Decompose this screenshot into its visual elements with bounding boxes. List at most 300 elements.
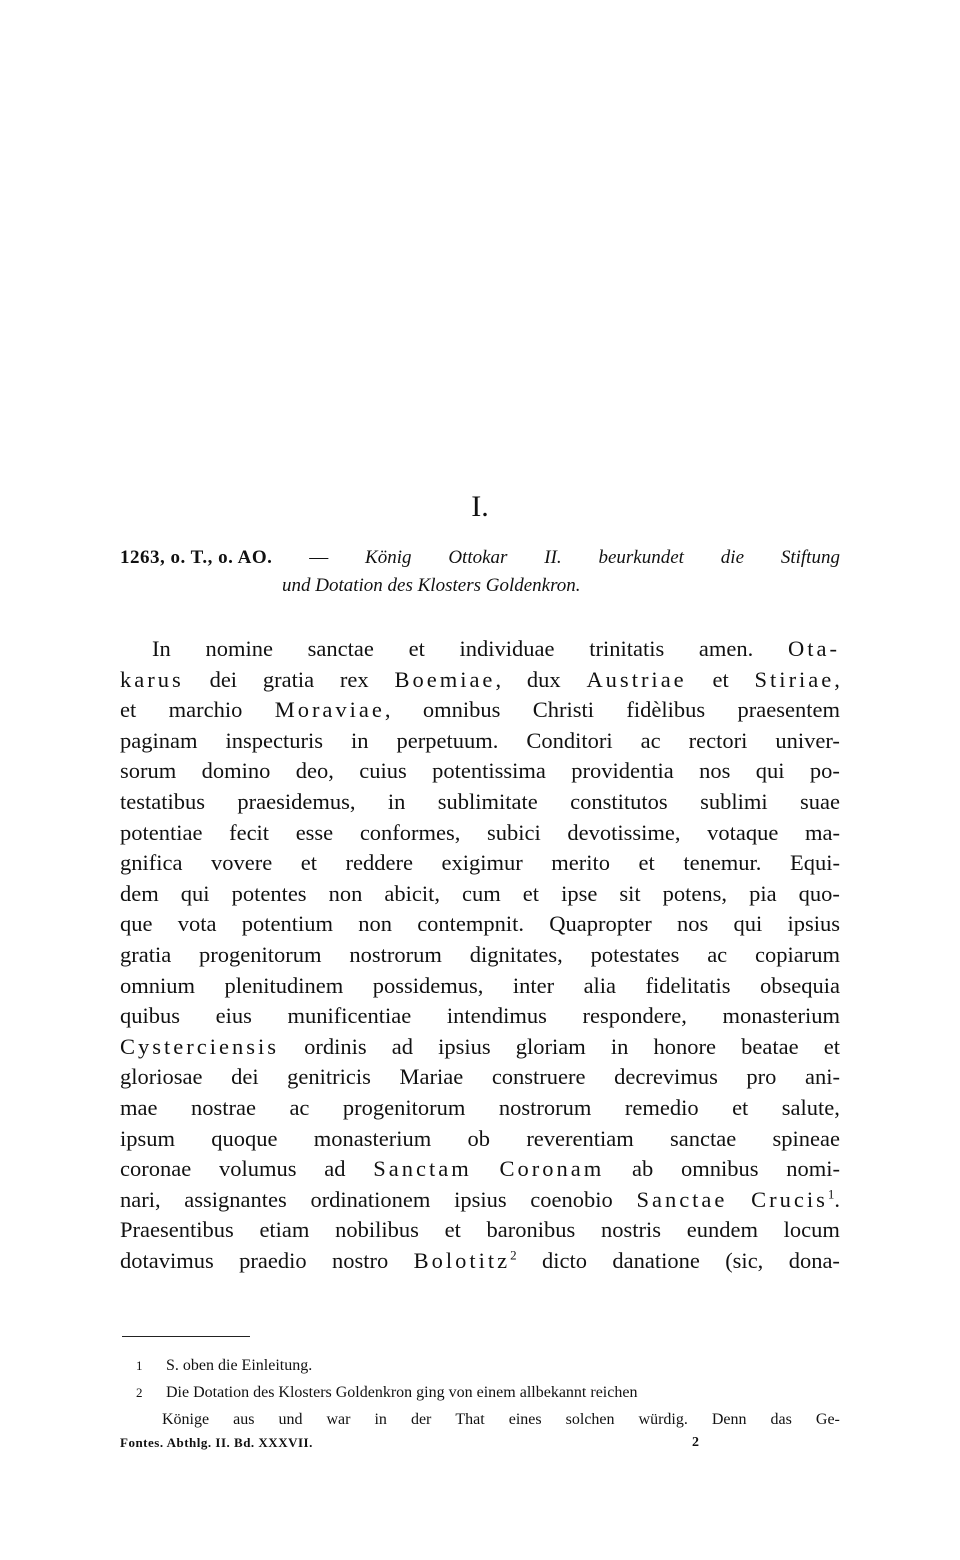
word: Denn — [711, 1411, 747, 1428]
word — [571, 756, 673, 787]
word — [392, 1032, 413, 1063]
word-part: Stiriae — [754, 666, 835, 692]
word: aus — [233, 1411, 255, 1428]
word — [120, 1093, 157, 1124]
word — [523, 879, 539, 910]
word-part: conformes, — [359, 819, 461, 845]
word — [332, 1246, 388, 1277]
word — [259, 1215, 309, 1246]
word — [542, 1246, 587, 1277]
word-part: omnium — [120, 972, 196, 998]
word: war — [326, 1411, 351, 1428]
word-part: copiarum — [755, 941, 840, 967]
text-line — [120, 665, 840, 696]
text-line — [120, 1154, 840, 1185]
word-part: pro — [746, 1064, 777, 1090]
word — [120, 1001, 180, 1032]
word-part: Conditori — [526, 727, 613, 753]
word-part: dotavimus — [120, 1247, 214, 1273]
word — [120, 1124, 175, 1155]
word-part: sorum — [120, 758, 177, 784]
charter-text — [120, 634, 840, 1276]
word-part: reverentiam — [526, 1125, 634, 1151]
word — [639, 848, 655, 879]
word — [755, 665, 840, 696]
word-part: fecit — [229, 819, 270, 845]
word-part: ad — [391, 1033, 413, 1059]
word-part: potens, — [662, 880, 728, 906]
word-part: inter — [512, 972, 555, 998]
word-part: obsequia — [760, 972, 840, 998]
word-part: testatibus — [120, 788, 205, 814]
word — [237, 787, 355, 818]
word-part: karus — [120, 666, 184, 692]
heading-line-1 — [120, 544, 840, 572]
word — [120, 1032, 279, 1063]
word-part: ob — [467, 1125, 491, 1151]
word — [351, 726, 369, 757]
document-number: I. — [471, 490, 489, 523]
word — [199, 940, 321, 971]
word-part: intendimus — [446, 1003, 547, 1029]
word — [487, 1215, 576, 1246]
word — [800, 787, 840, 818]
word-part: respondere, — [582, 1003, 687, 1029]
word-part: po- — [809, 758, 840, 784]
footnote-reference: 2 — [510, 1247, 517, 1263]
word-part: sublimi — [700, 788, 768, 814]
word-part: ac — [640, 727, 661, 753]
word-part: tenemur. — [683, 850, 762, 876]
word-part: Equi- — [789, 850, 840, 876]
word — [205, 634, 273, 665]
word — [120, 879, 159, 910]
word: That — [455, 1411, 485, 1428]
word — [751, 1185, 840, 1216]
text-line — [120, 1093, 840, 1124]
word — [120, 1185, 161, 1216]
word-part: et — [300, 850, 317, 876]
word — [810, 756, 840, 787]
word — [335, 1215, 419, 1246]
word-part: volumus — [218, 1156, 297, 1182]
word-part: cuius — [359, 758, 407, 784]
word — [805, 1062, 840, 1093]
word-part: subici — [487, 819, 541, 845]
word: eines — [508, 1411, 542, 1428]
word-part: spineae — [772, 1125, 840, 1151]
word — [120, 848, 182, 879]
word-part: sanctae — [307, 636, 374, 661]
word-part: providentia — [571, 758, 674, 784]
text-line — [120, 909, 840, 940]
word — [120, 1246, 214, 1277]
word — [263, 665, 314, 696]
word-part: et — [638, 850, 655, 876]
word-part: Christi — [532, 697, 595, 723]
word-part: individuae — [459, 636, 555, 661]
word-part: munificentiae — [287, 1003, 412, 1029]
word — [619, 879, 640, 910]
word-part: perpetuum. — [396, 727, 499, 753]
word — [219, 1154, 297, 1185]
word — [789, 1246, 840, 1277]
word-part: monasterium — [313, 1125, 432, 1151]
word — [526, 726, 612, 757]
word-part: amen. — [698, 636, 754, 661]
word — [343, 1093, 465, 1124]
word — [699, 756, 730, 787]
word-part: et — [732, 1094, 749, 1120]
word-part: potentiae — [120, 819, 203, 845]
footnote-marker: 1 — [136, 1358, 143, 1373]
word-part: nos — [676, 911, 709, 937]
word-part: ipsius — [787, 911, 840, 937]
word — [755, 940, 840, 971]
word-part: nomine — [205, 636, 273, 661]
word — [707, 940, 727, 971]
word-part: ma- — [805, 819, 840, 845]
word — [677, 909, 708, 940]
word-part: Mariae — [399, 1064, 464, 1090]
word — [683, 848, 761, 879]
text-line — [120, 1246, 840, 1277]
word — [741, 1032, 798, 1063]
word-part: quibus — [120, 1003, 181, 1029]
word — [589, 634, 664, 665]
word-part: Ota- — [787, 636, 840, 661]
word-part: sanctae — [670, 1125, 737, 1151]
word — [314, 1124, 431, 1155]
word-part: Boemiae — [394, 666, 496, 692]
word-part: alia — [583, 972, 617, 998]
word — [181, 879, 210, 910]
word — [663, 879, 727, 910]
word — [454, 1185, 507, 1216]
word-part: nomi- — [786, 1156, 840, 1182]
word — [447, 1001, 547, 1032]
word — [289, 1093, 309, 1124]
word — [210, 665, 238, 696]
word-part: et — [823, 1033, 840, 1059]
word-part: ac — [289, 1094, 310, 1120]
word — [358, 909, 392, 940]
word-part: danatione — [612, 1247, 700, 1273]
word — [570, 787, 668, 818]
word — [211, 1124, 277, 1155]
footnote-reference: 1 — [827, 1186, 835, 1202]
word-part: univer- — [775, 727, 840, 753]
word-part: omnibus — [680, 1156, 759, 1182]
word-part: cum — [462, 880, 501, 906]
word — [470, 940, 563, 971]
word-part: suae — [799, 788, 840, 814]
word — [242, 909, 333, 940]
word — [799, 879, 840, 910]
text-line — [120, 1124, 840, 1155]
word — [700, 787, 768, 818]
word — [790, 848, 840, 879]
footnote-text: Die Dotation des Klosters Goldenkron ging von einem allbekannt reichen — [166, 1384, 638, 1401]
word — [586, 665, 686, 696]
word — [432, 756, 546, 787]
word-part: fidelitatis — [645, 972, 731, 998]
word: solchen — [565, 1411, 615, 1428]
word-part: locum — [783, 1217, 840, 1243]
word-part: fidèlibus — [626, 697, 706, 723]
word — [654, 1032, 716, 1063]
word-part: honore — [653, 1033, 716, 1059]
word-part: deo, — [295, 758, 334, 784]
word-part: ani- — [805, 1064, 840, 1090]
heading-date: 1263, o. T., o. AO. — [120, 547, 273, 568]
word-part: inspecturis — [225, 727, 323, 753]
word-part: dignitates, — [469, 941, 563, 967]
word — [636, 1185, 727, 1216]
signature-line: Fontes. Abthlg. II. Bd. XXXVII. — [120, 1435, 313, 1450]
word-part: nostrae — [190, 1094, 256, 1120]
footnote-2 — [120, 1379, 840, 1406]
word-part: ipse — [561, 880, 598, 906]
word-part: et — [120, 697, 137, 723]
word — [409, 634, 425, 665]
word — [373, 1154, 471, 1185]
word-part: et — [712, 666, 729, 692]
word — [445, 1215, 461, 1246]
word-part: eius — [215, 1003, 252, 1029]
word — [225, 971, 344, 1002]
text-line — [120, 1032, 840, 1063]
word-part: dicto — [541, 1247, 587, 1273]
word-part: potestates — [590, 941, 680, 967]
word — [152, 634, 171, 665]
word-part: , — [834, 666, 840, 692]
text-line — [120, 1185, 840, 1216]
word — [787, 909, 840, 940]
word-part: gratia — [120, 941, 172, 967]
word — [712, 665, 728, 696]
text-line — [120, 940, 840, 971]
word — [749, 879, 777, 910]
footnote-1 — [120, 1352, 840, 1379]
text-line — [120, 818, 840, 849]
word — [178, 909, 217, 940]
word-part: remedio — [624, 1094, 699, 1120]
word — [687, 1215, 758, 1246]
word-part: , — [384, 697, 391, 723]
word-part: nostrorum — [498, 1094, 592, 1120]
word — [601, 1215, 661, 1246]
word-part: ipsum — [120, 1125, 176, 1151]
word — [773, 1124, 840, 1155]
word — [417, 909, 524, 940]
word — [786, 1154, 840, 1185]
word — [487, 818, 541, 849]
word-part: possidemus, — [372, 972, 484, 998]
word — [296, 756, 334, 787]
word-part: progenitorum — [342, 1094, 466, 1120]
footnote-marker: 2 — [136, 1385, 143, 1400]
word-part: esse — [295, 819, 334, 845]
document-heading — [120, 544, 840, 600]
word-part: et — [444, 1217, 461, 1243]
word — [329, 879, 363, 910]
word — [738, 695, 840, 726]
word — [239, 1246, 306, 1277]
word — [775, 726, 840, 757]
word-part: ac — [707, 941, 728, 967]
word — [414, 1246, 517, 1277]
word-part: quoque — [211, 1125, 278, 1151]
word-part: Quapropter — [549, 911, 652, 937]
word — [360, 818, 461, 849]
text-line — [120, 726, 840, 757]
word-part: mae — [120, 1094, 158, 1120]
word — [394, 665, 501, 696]
word-part: que — [120, 911, 153, 937]
word-part: gloriam — [515, 1033, 586, 1059]
word-part: praesentem — [737, 697, 840, 723]
word — [296, 818, 334, 849]
word — [288, 1001, 412, 1032]
word: der — [410, 1411, 432, 1428]
word-part: dona- — [788, 1247, 840, 1273]
word-part: pia — [749, 880, 777, 906]
word-part: reddere — [345, 850, 413, 876]
word-part: genitricis — [287, 1064, 371, 1090]
text-line — [120, 756, 840, 787]
word-part: ipsius — [454, 1186, 507, 1212]
word — [120, 665, 184, 696]
word-part: beatae — [741, 1033, 799, 1059]
word-part: ordinationem — [310, 1186, 431, 1212]
heading-dash: — — [309, 547, 329, 568]
word-part: potentes — [231, 880, 307, 906]
text-line — [120, 1062, 840, 1093]
word-part: nari, — [120, 1186, 161, 1212]
word — [423, 695, 501, 726]
word — [492, 1062, 586, 1093]
word-part: votaque — [707, 819, 779, 845]
word — [120, 971, 195, 1002]
word-part: contempnit. — [417, 911, 525, 937]
word-part: , — [495, 666, 502, 692]
word — [231, 1062, 259, 1093]
word — [756, 756, 785, 787]
word — [614, 1062, 718, 1093]
heading-line-2: und Dotation des Klosters Goldenkron. — [282, 575, 581, 596]
word-part: nostro — [331, 1247, 389, 1273]
text-line — [120, 848, 840, 879]
word-part: nostris — [601, 1217, 662, 1243]
word — [308, 634, 374, 665]
text-line — [120, 971, 840, 1002]
word — [516, 1032, 586, 1063]
word-part: Cysterciensis — [120, 1033, 279, 1059]
word — [301, 848, 317, 879]
word — [216, 1001, 252, 1032]
heading-word: II. — [544, 547, 562, 568]
word-part: etiam — [259, 1217, 310, 1243]
word — [632, 1154, 653, 1185]
word — [349, 940, 442, 971]
word-part: qui — [733, 911, 763, 937]
word — [169, 695, 243, 726]
word — [359, 756, 407, 787]
word-part: Crucis — [751, 1186, 828, 1212]
word-part: vota — [177, 911, 217, 937]
word — [388, 787, 406, 818]
word — [561, 879, 597, 910]
word-part: Moraviae — [274, 697, 385, 723]
word-part: merito — [551, 850, 611, 876]
word — [438, 787, 538, 818]
word-part: omnibus — [422, 697, 501, 723]
word — [784, 1215, 840, 1246]
signature-mark: 2 — [692, 1435, 699, 1450]
word — [788, 634, 840, 665]
word-part: plenitudinem — [224, 972, 344, 998]
word — [760, 971, 840, 1002]
word — [725, 1246, 763, 1277]
word-part: domino — [201, 758, 271, 784]
word — [275, 695, 391, 726]
word — [689, 726, 748, 757]
heading-word: die — [720, 547, 745, 568]
footnote-text: S. oben die Einleitung. — [166, 1357, 313, 1374]
word-part: abicit, — [384, 880, 440, 906]
word-part: marchio — [168, 697, 243, 723]
word — [549, 909, 651, 940]
word — [733, 909, 762, 940]
word — [340, 665, 369, 696]
word — [397, 726, 499, 757]
word-part: paginam — [120, 727, 198, 753]
footnotes — [120, 1352, 840, 1433]
word-part: rex — [339, 666, 369, 692]
word-part: Sanctam — [373, 1156, 472, 1182]
word-part: . — [834, 1186, 840, 1212]
word-part: qui — [755, 758, 785, 784]
word — [438, 1032, 491, 1063]
word — [324, 1154, 345, 1185]
word — [723, 1001, 840, 1032]
heading-word: König — [365, 547, 412, 568]
word — [120, 940, 171, 971]
word-part: sit — [619, 880, 641, 906]
heading-word: Ottokar — [448, 547, 508, 568]
word — [460, 634, 555, 665]
word-part: coenobio — [530, 1186, 613, 1212]
word — [530, 1185, 612, 1216]
word-part: quo- — [798, 880, 840, 906]
word — [551, 848, 610, 879]
word-part: dux — [526, 666, 561, 692]
word-part: trinitatis — [589, 636, 665, 661]
word-part: gratia — [262, 666, 315, 692]
word — [120, 726, 197, 757]
word — [707, 818, 778, 849]
word-part: ordinis — [304, 1033, 367, 1059]
word-part: in — [387, 788, 406, 814]
word-part: monasterium — [722, 1003, 840, 1029]
word — [583, 1001, 687, 1032]
word-part: In — [152, 636, 171, 661]
word — [499, 1093, 592, 1124]
word — [120, 756, 176, 787]
word-part: in — [610, 1033, 629, 1059]
text-line — [120, 695, 840, 726]
